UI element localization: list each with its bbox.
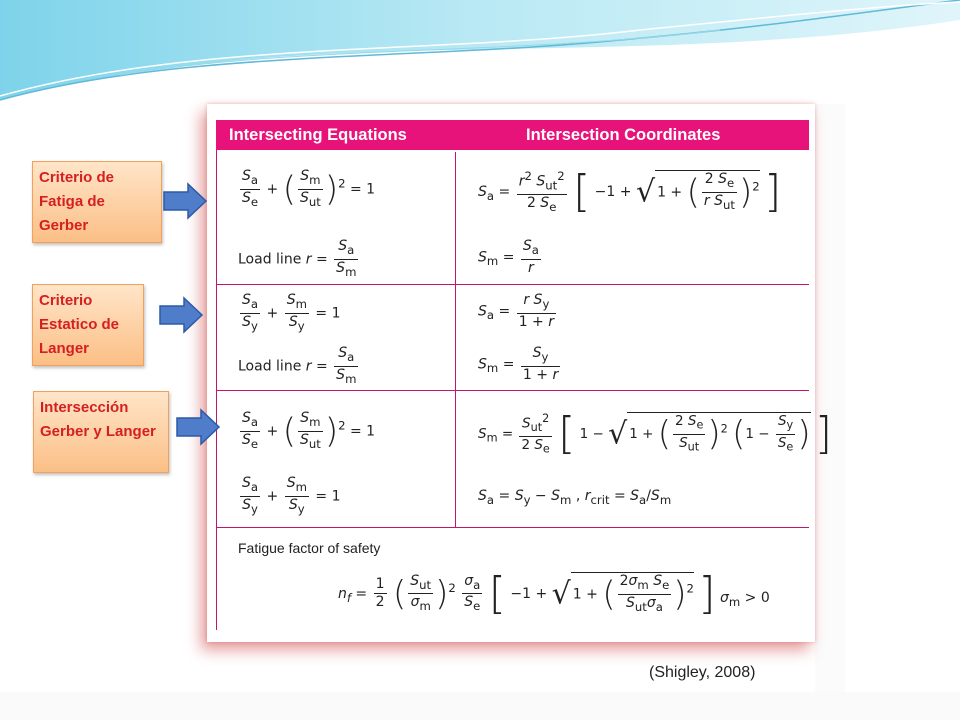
intersection-sa-coordinate: $S_a = S_y - S_m$ , $r_{crit} = S_a/S_m$	[478, 488, 672, 507]
langer-equation: $\frac{S_a}{S_y}$ + $\frac{S_m}{S_y}$ = 1	[242, 292, 341, 333]
header-intersection-coordinates: Intersection Coordinates	[526, 126, 721, 144]
side-strip	[815, 104, 845, 694]
load-line-equation-2: Load line r = $\frac{S_a}{S_m}$	[238, 345, 357, 386]
gerber-equation-intersection: $\frac{S_a}{S_e}$ + ( $\frac{S_m}{S_{ut}}$ )$^2$ = 1	[242, 410, 376, 452]
row-divider-2	[216, 390, 809, 391]
langer-sa-coordinate: $S_a$ = $\frac{r S_y}{1 + r}$	[478, 292, 554, 330]
arrow-right-icon-intersection	[175, 408, 221, 446]
arrow-right-icon-gerber	[162, 182, 208, 220]
row-divider-1	[216, 284, 809, 285]
intersection-sm-coordinate: $S_m$ = $\frac{S_{ut}^2}{2 S_e}$ [ 1 − √ 1 + ( $\frac{2 S_e}{S_{ut}}$ )$^2$ (1 − $\frac{S_y}{S_e}$ ) ]	[478, 407, 833, 459]
label-intersection: Intersección Gerber y Langer	[33, 391, 169, 473]
gerber-sa-coordinate: $S_a$ = $\frac{r^2 S_{ut}^2}{2 S_e}$ [ −1 + √ 1 + ( $\frac{2 S_e}{r S_{ut}}$ )$^2$ ]	[478, 166, 782, 218]
header-intersecting-equations: Intersecting Equations	[229, 126, 407, 144]
safety-title: Fatigue factor of safety	[238, 540, 381, 556]
load-line-equation-1: Load line r = $\frac{S_a}{S_m}$	[238, 238, 357, 279]
citation: (Shigley, 2008)	[649, 664, 756, 681]
langer-equation-intersection: $\frac{S_a}{S_y}$ + $\frac{S_m}{S_y}$ = 1	[242, 475, 341, 516]
gerber-equation: $\frac{S_a}{S_e}$ + ( $\frac{S_m}{S_{ut}}$ )$^2$ = 1	[242, 168, 376, 210]
safety-factor-equation: $n_f$ = $\frac{1}{2}$ ( $\frac{S_{ut}}{\sigma_m}$ )$^2$ $\frac{\sigma_a}{S_e}$ [ −1 + √ 1 + ( $\frac{2\sigma_m S_e}{S_{ut}\sigma_a}$ )$^2$ ]	[338, 567, 716, 619]
arrow-right-icon-langer	[158, 296, 204, 334]
bottom-strip	[0, 692, 960, 720]
header-swoosh-decoration	[0, 0, 960, 110]
langer-sm-coordinate: $S_m$ = $\frac{S_y}{1 + r}$	[478, 345, 559, 383]
column-divider	[455, 152, 456, 527]
label-langer: Criterio Estatico de Langer	[32, 284, 144, 366]
label-gerber: Criterio de Fatiga de Gerber	[32, 161, 162, 243]
gerber-sm-coordinate: $S_m$ = $\frac{S_a}{r}$	[478, 238, 539, 276]
table-header	[216, 120, 809, 150]
safety-condition: $\sigma_m > 0$	[720, 590, 770, 609]
row-divider-3	[216, 527, 809, 528]
